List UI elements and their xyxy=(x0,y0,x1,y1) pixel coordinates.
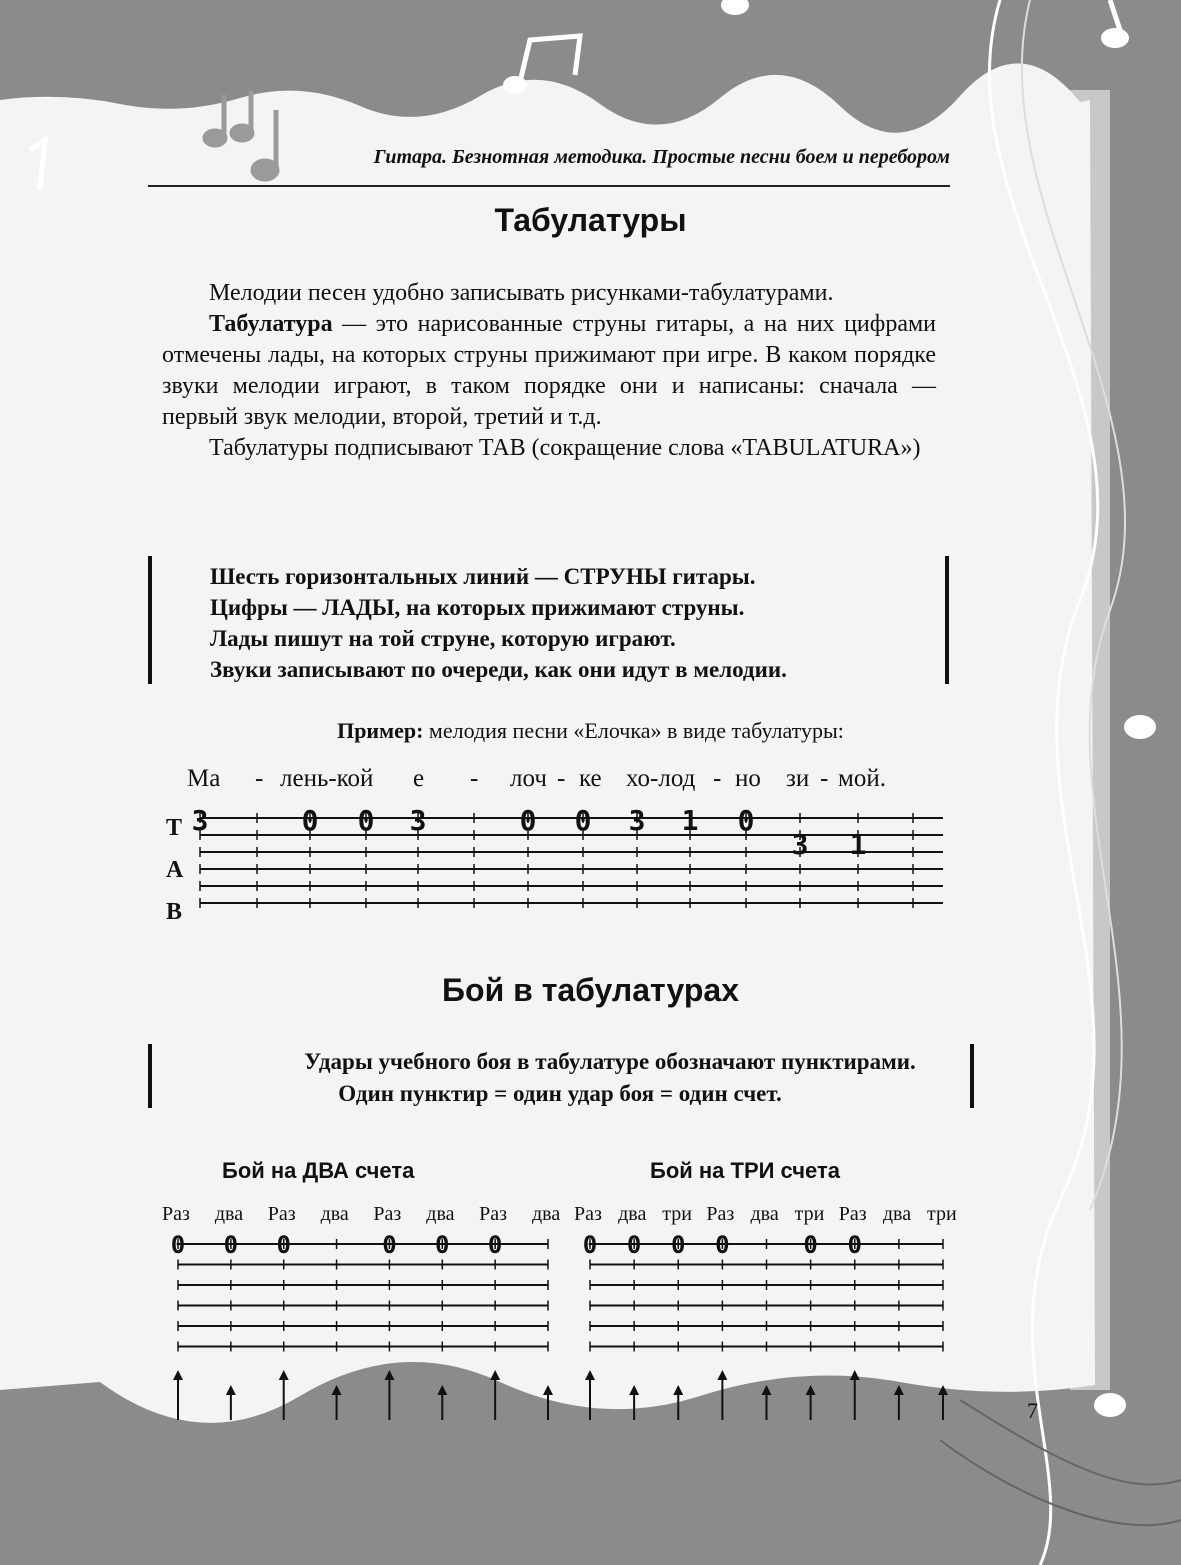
tab-letter: A xyxy=(166,857,184,883)
strum-arrow-head xyxy=(673,1385,683,1395)
tab-fret-number: 0 xyxy=(803,1231,818,1259)
strum-arrow-head xyxy=(173,1370,183,1380)
lyric-syllable: но xyxy=(735,765,761,792)
tab-letter: B xyxy=(166,899,183,925)
tab-fret-number: 0 xyxy=(170,1231,186,1259)
tab-fret-number: 3 xyxy=(791,827,809,861)
lyric-syllable: лень-кой xyxy=(280,765,374,792)
tab-letter: T xyxy=(166,815,183,841)
strum-arrow-head xyxy=(938,1385,948,1395)
tab-fret-number: 3 xyxy=(191,804,209,837)
count-label: три xyxy=(662,1203,692,1225)
rule-line: Лады пишут на той струне, которую играют. xyxy=(210,626,676,651)
count-label: три xyxy=(794,1203,825,1225)
count-label: Раз xyxy=(162,1203,190,1225)
count-label: Раз xyxy=(267,1203,296,1225)
count-label: Раз xyxy=(373,1203,402,1225)
tab-fret-number: 0 xyxy=(671,1231,686,1259)
count-label: два xyxy=(426,1203,455,1225)
tab-fret-number: 0 xyxy=(574,804,592,837)
tab-fret-number: 0 xyxy=(487,1231,503,1259)
count-label: два xyxy=(532,1203,561,1225)
tab-fret-number: 0 xyxy=(715,1231,730,1259)
strum-arrow-head xyxy=(226,1385,236,1395)
count-label: три xyxy=(927,1203,957,1225)
tab-fret-number: 0 xyxy=(301,804,319,837)
lyric-syllable: - xyxy=(557,765,566,792)
tab-fret-number: 0 xyxy=(626,1231,642,1259)
lyric-syllable: - xyxy=(470,765,479,792)
tab-fret-number: 0 xyxy=(519,804,537,837)
section-title-strumming: Бой в табулатурах xyxy=(442,972,739,1008)
strum-arrow-head xyxy=(437,1385,447,1395)
rule-line: Звуки записывают по очереди, как они идут в мелодии. xyxy=(210,657,787,682)
strum-arrow-head xyxy=(806,1385,816,1395)
strum-arrow-head xyxy=(384,1370,394,1380)
strum-arrow-head xyxy=(629,1385,639,1395)
count-label: Раз xyxy=(479,1203,508,1225)
strum-arrow-head xyxy=(279,1370,289,1380)
paragraph-3: Табулатуры подписывают ТАВ (сокращение слова «TABULATURA») xyxy=(209,435,921,461)
rule-line: Цифры — ЛАДЫ, на которых прижимают струны. xyxy=(210,595,745,620)
strum-arrow-head xyxy=(490,1370,500,1380)
count-label: два xyxy=(882,1203,912,1225)
tab-fret-number: 3 xyxy=(628,804,646,837)
paragraph-1: Мелодии песен удобно записывать рисунками-табулатурами. xyxy=(209,280,834,306)
example-caption: Пример: мелодия песни «Елочка» в виде табулатуры: xyxy=(337,718,844,743)
subtitle-three-count: Бой на ТРИ счета xyxy=(650,1158,840,1183)
count-label: два xyxy=(618,1203,647,1225)
strum-rule-1: Удары учебного боя в табулатуре обозначают пунктирами. xyxy=(304,1049,916,1074)
strum-arrow-head xyxy=(850,1370,860,1380)
lyric-syllable: мой. xyxy=(838,765,886,792)
tab-fret-number: 0 xyxy=(276,1231,291,1259)
lyric-syllable: - xyxy=(255,765,264,792)
lyric-syllable: зи xyxy=(786,765,810,792)
count-label: Раз xyxy=(838,1203,867,1225)
strum-arrow-head xyxy=(762,1385,772,1395)
tab-fret-number: 0 xyxy=(847,1231,862,1259)
count-label: два xyxy=(214,1203,244,1225)
tab-fret-number: 0 xyxy=(382,1231,397,1259)
tab-fret-number: 1 xyxy=(849,827,867,861)
tab-fret-number: 3 xyxy=(409,804,427,837)
lyric-syllable: - xyxy=(713,765,722,792)
count-label: два xyxy=(750,1203,779,1225)
lyric-syllable: - xyxy=(820,765,829,792)
page-number: 7 xyxy=(1027,1398,1038,1423)
strum-arrow-head xyxy=(717,1370,727,1380)
count-label: два xyxy=(320,1203,349,1225)
lyric-syllable: Ма xyxy=(187,765,221,792)
subtitle-two-count: Бой на ДВА счета xyxy=(222,1158,415,1183)
strum-rule-2: Один пунктир = один удар боя = один счет. xyxy=(338,1081,782,1106)
running-header: Гитара. Безнотная методика. Простые песни боем и перебором xyxy=(373,146,950,168)
strum-arrow-head xyxy=(332,1385,342,1395)
strum-arrow-head xyxy=(585,1370,595,1380)
tab-fret-number: 0 xyxy=(223,1231,239,1259)
term-tablature: Табулатура xyxy=(209,311,333,337)
tab-fret-number: 0 xyxy=(582,1231,598,1259)
lyric-syllable: ке xyxy=(579,765,602,792)
rule-line: Шесть горизонтальных линий — СТРУНЫ гитары. xyxy=(210,564,756,589)
tab-fret-number: 0 xyxy=(435,1231,450,1259)
section-title-tablatures: Табулатуры xyxy=(494,202,687,238)
lyric-syllable: е xyxy=(413,765,425,792)
count-label: Раз xyxy=(706,1203,735,1225)
lyric-syllable: хо-лод xyxy=(626,765,696,792)
count-label: Раз xyxy=(574,1203,602,1225)
tab-fret-number: 1 xyxy=(681,804,699,837)
lyric-syllable: лоч xyxy=(510,765,547,792)
strum-arrow-head xyxy=(543,1385,553,1395)
tab-fret-number: 0 xyxy=(357,804,375,837)
paragraph-2: Табулатура — это нарисованные струны гитары, а на них цифрами отмечены лады, на которых струны прижимают при игре. В каком порядке звуки мелодии играют, в таком порядке они и написаны: сначала — первый звук мелодии, второй, третий и т.д. xyxy=(162,311,936,430)
strum-arrow-head xyxy=(894,1385,904,1395)
tab-fret-number: 0 xyxy=(737,804,755,837)
